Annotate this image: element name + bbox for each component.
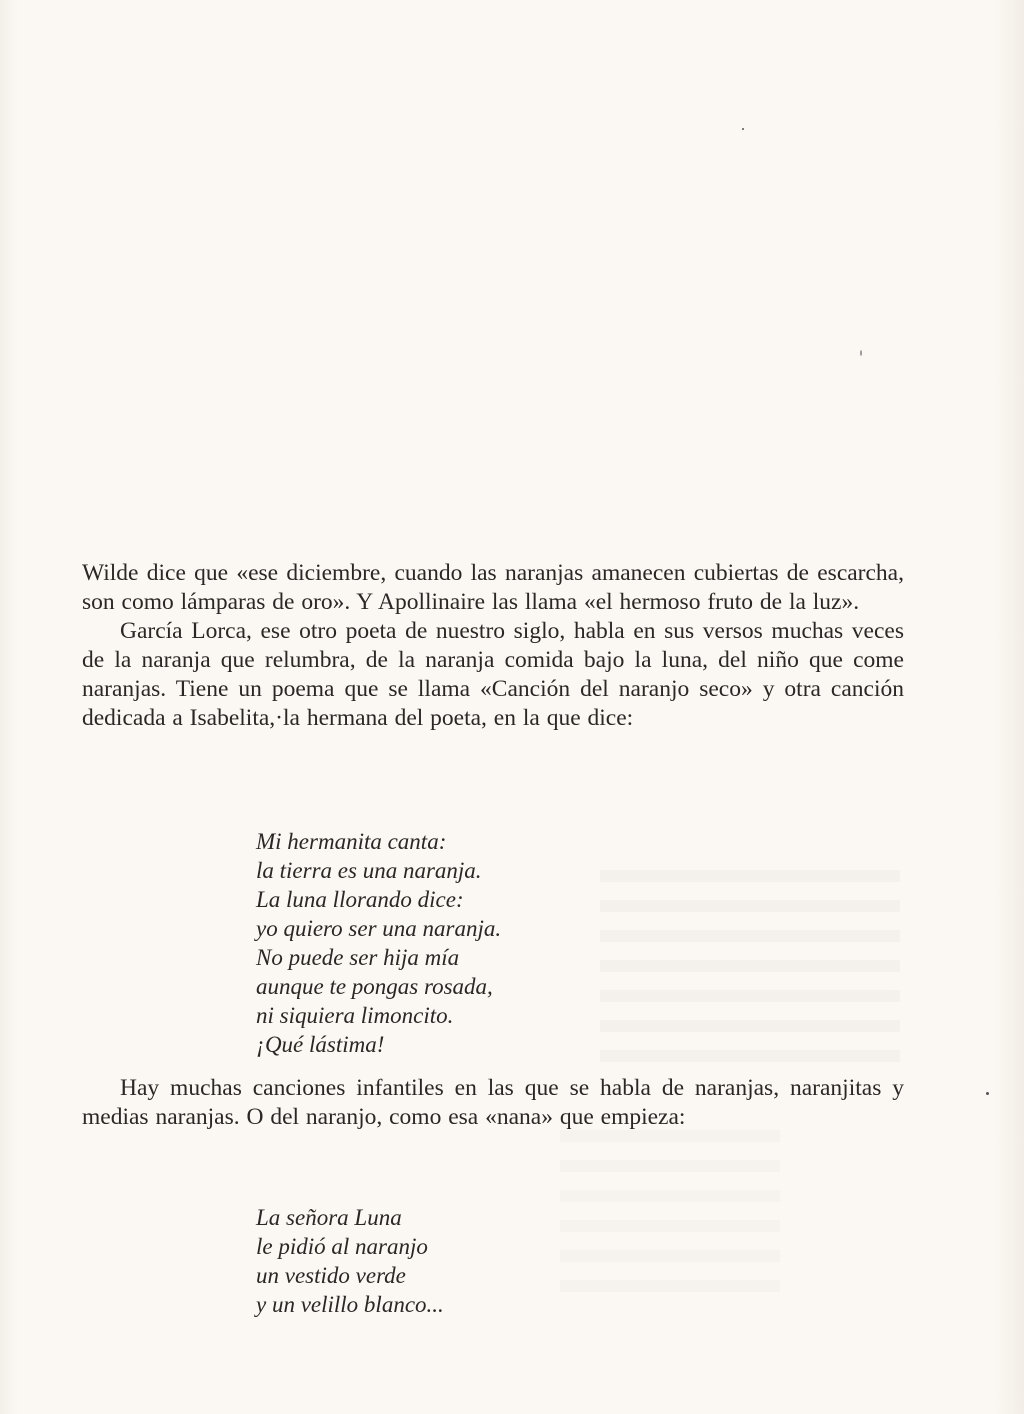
paragraph-text: Hay muchas canciones infantiles en las que se habla de naranjas, naranjitas y medias naranjas. O del naranjo, como esa «nana» que empieza: (82, 1075, 904, 1130)
verse-line: yo quiero ser una naranja. (256, 916, 502, 941)
verse-line: La señora Luna (256, 1205, 402, 1230)
poem-senora-luna (256, 1203, 444, 1319)
verse-line: le pidió al naranjo (256, 1234, 428, 1259)
verse-line: Mi hermanita canta: (256, 829, 447, 854)
verse-line: ¡Qué lástima! (256, 1032, 385, 1057)
verse-line: la tierra es una naranja. (256, 858, 482, 883)
ink-speck (742, 128, 744, 130)
verse-line: y un velillo blanco... (256, 1292, 444, 1317)
verse-line: aunque te pongas rosada, (256, 974, 493, 999)
show-through-texture-lower (560, 1130, 780, 1310)
verse-line: un vestido verde (256, 1263, 406, 1288)
show-through-texture (600, 870, 900, 1070)
poem-mi-hermanita (256, 827, 501, 1059)
paragraph-text: Wilde dice que «ese diciembre, cuando las naranjas amanecen cubiertas de escarcha, son como lámparas de oro». Y Apollinaire las llama «el hermoso fruto de la luz». (82, 560, 904, 615)
ink-speck (986, 1092, 989, 1095)
verse-line: No puede ser hija mía (256, 945, 460, 970)
paragraph-wilde-lorca (82, 559, 904, 733)
verse-line: ni siquiera limoncito. (256, 1003, 454, 1028)
ink-speck (860, 350, 862, 356)
paragraph-text: García Lorca, ese otro poeta de nuestro siglo, habla en sus versos muchas veces de la naranja que relumbra, de la naranja comida bajo la luna, del niño que come naranjas. Tiene un poema que se llama «Canción del naranjo seco» y otra canción dedicada a Isabelita,·la hermana del poeta, en la que dice: (82, 618, 904, 731)
verse-line: La luna llorando dice: (256, 887, 464, 912)
paragraph-canciones-infantiles (82, 1074, 904, 1132)
